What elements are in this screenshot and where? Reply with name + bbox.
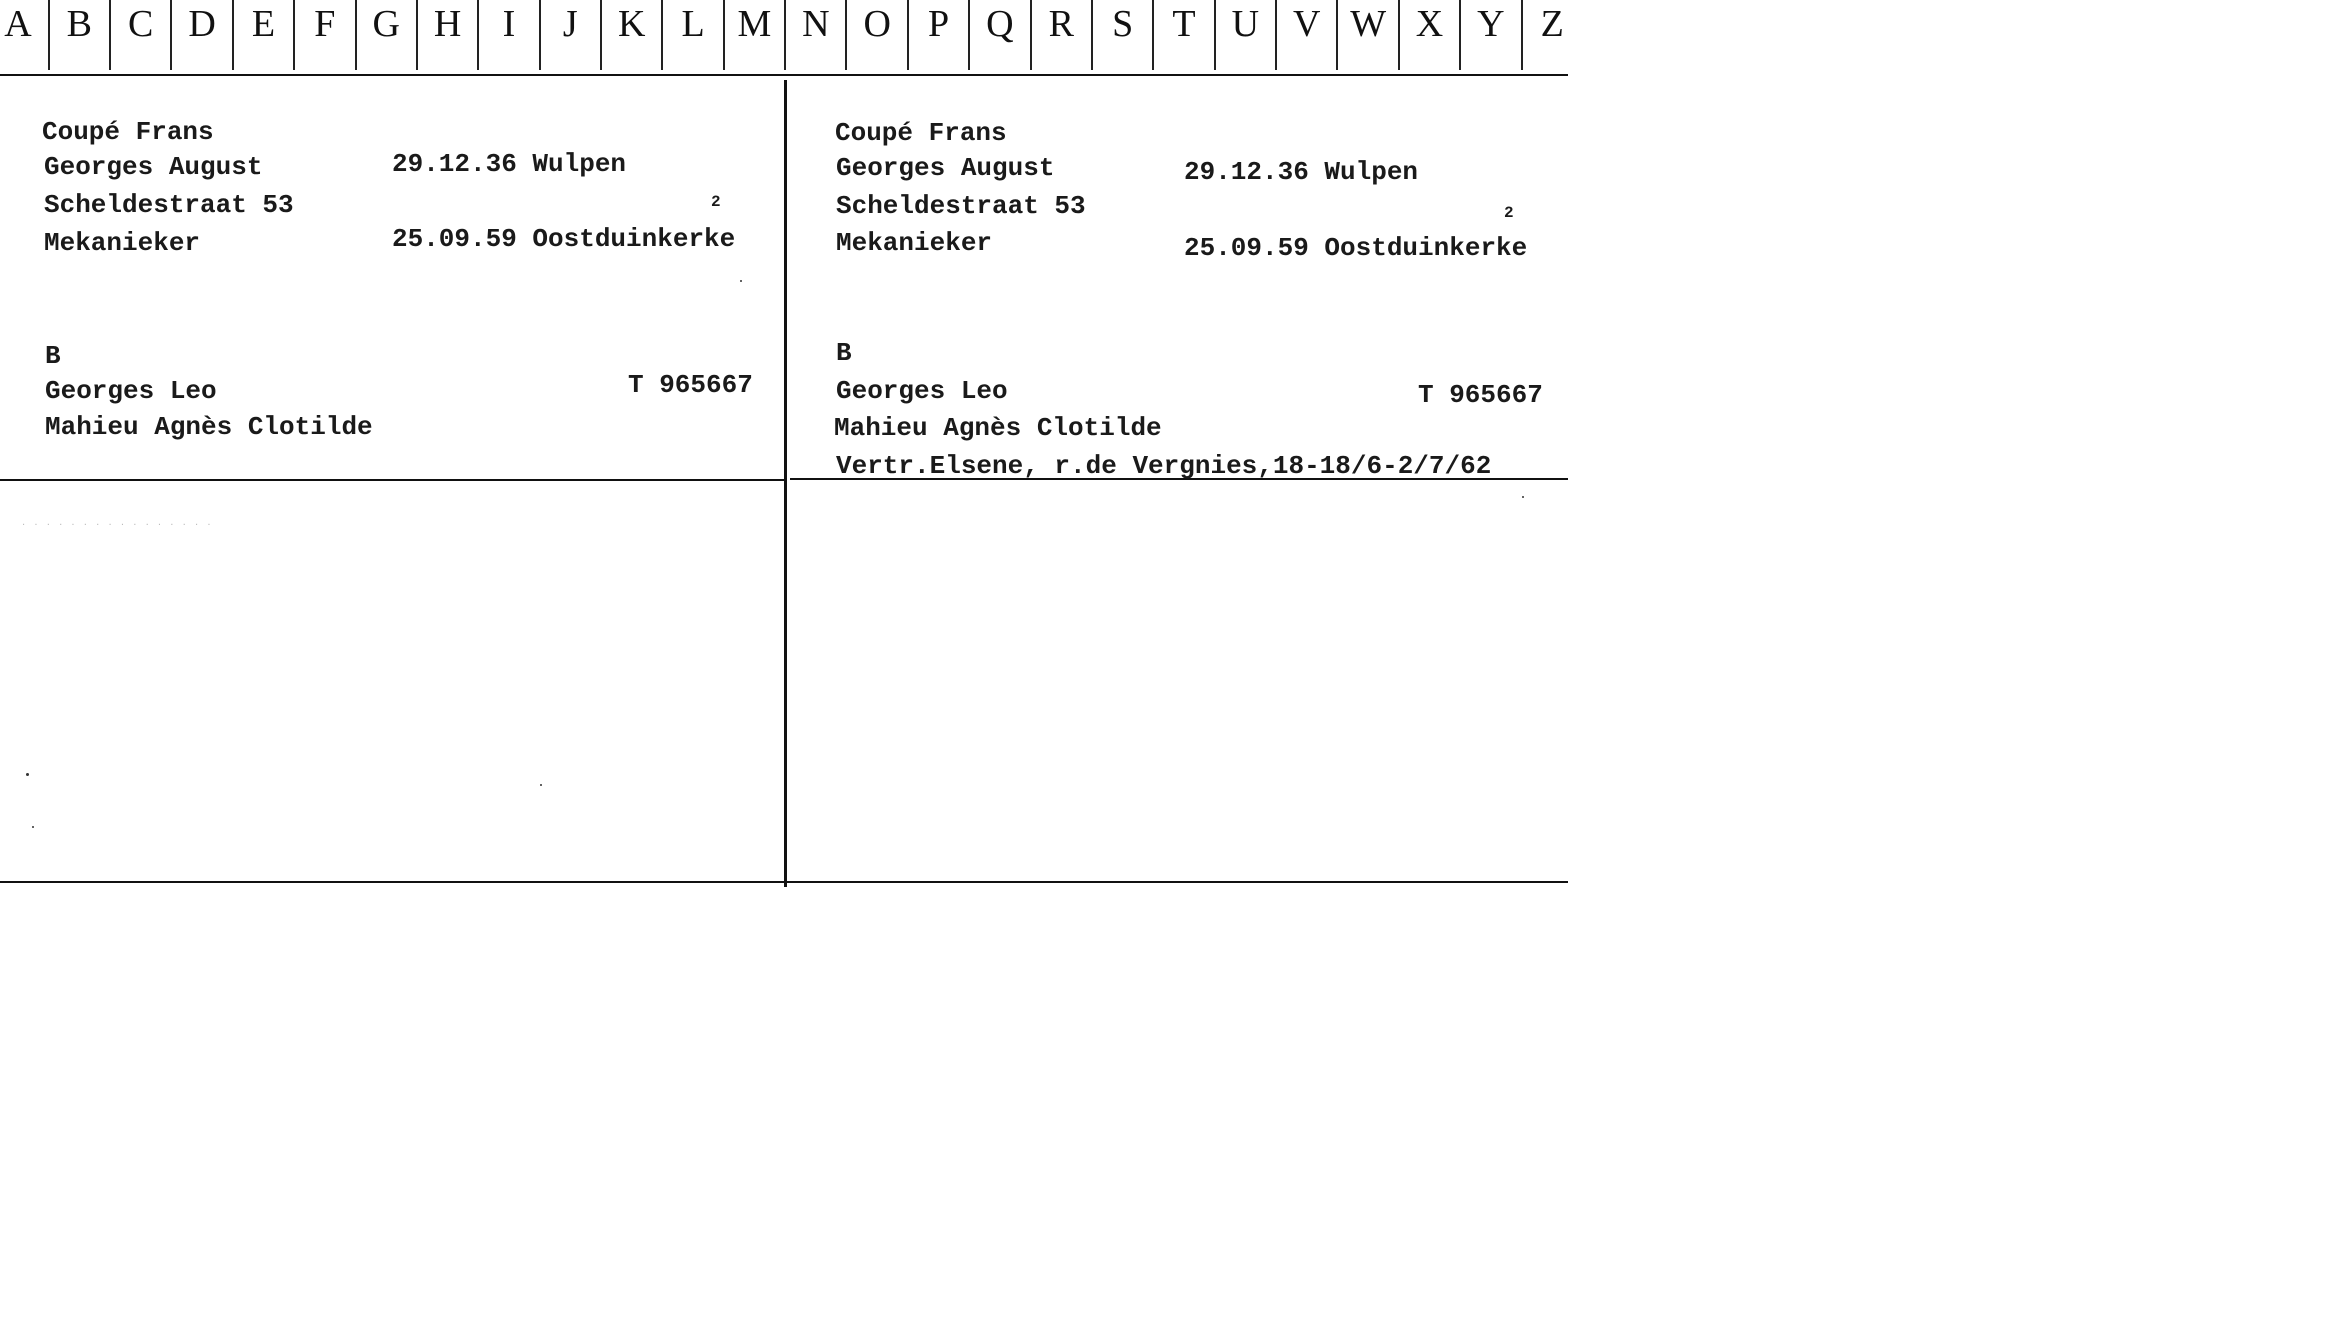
index-letter-e: E [251,3,276,45]
scan-speck [1522,496,1524,498]
index-letter-n: N [802,3,830,45]
index-letter-g: G [372,3,400,45]
birth-date-place: 29.12.36 Wulpen [392,149,627,179]
address: Scheldestraat 53 [44,190,294,220]
index-letter-x: X [1415,3,1444,45]
profession: Mekanieker [836,228,993,258]
birth-date-place: 29.12.36 Wulpen [1184,157,1419,187]
reference-number: T 965667 [1418,380,1543,410]
index-letter-q: Q [986,3,1014,45]
index-letter-u: U [1231,3,1260,45]
profession: Mekanieker [44,228,201,258]
index-letter-v: V [1293,3,1321,45]
address: Scheldestraat 53 [836,191,1086,221]
given-names: Georges August [44,152,263,182]
departure-note: Vertr.Elsene, r.de Vergnies,18-18/6-2/7/62 [836,451,1492,481]
scan-noise: · · · · · · · · · · · · · · · · [22,520,214,531]
index-letter-h: H [433,3,462,45]
event-date-place: 25.09.59 Oostduinkerke [1184,233,1528,263]
index-letter-b: B [66,3,93,45]
index-letter-i: I [502,3,516,45]
index-letter-o: O [863,3,891,45]
alphabet-index-strip [0,0,1568,50]
index-letter-p: P [927,3,950,45]
event-date-place: 25.09.59 Oostduinkerke [392,224,736,254]
scan-speck [32,826,34,828]
mother-name: Mahieu Agnès Clotilde [834,413,1162,443]
reference-number: T 965667 [628,370,753,400]
index-letter-m: M [737,3,772,45]
code: B [836,338,852,368]
index-letter-j: J [562,3,578,45]
index-letter-r: R [1048,3,1074,45]
surname: Coupé Frans [42,117,214,147]
parent-name: Georges Leo [45,376,217,406]
index-letter-f: F [314,3,336,45]
index-card-scan [0,0,1568,887]
top-rule [0,74,1568,76]
scan-speck [540,784,542,786]
card-divider [784,80,787,887]
marker: 2 [711,193,721,211]
scan-speck [26,773,29,776]
index-letter-d: D [188,3,216,45]
index-letter-t: T [1172,3,1196,45]
index-letter-a: A [4,3,32,45]
index-letter-l: L [681,3,705,45]
index-letter-w: W [1350,3,1387,45]
index-letter-y: Y [1477,3,1505,45]
index-letter-z: Z [1540,3,1564,45]
index-letter-c: C [128,3,154,45]
parent-name: Georges Leo [836,376,1008,406]
mother-name: Mahieu Agnès Clotilde [45,412,373,442]
given-names: Georges August [836,153,1055,183]
left-card-bottom-rule [0,479,786,481]
scan-speck [740,280,742,282]
marker: 2 [1504,204,1514,222]
surname: Coupé Frans [835,118,1007,148]
code: B [45,341,61,371]
index-letter-k: K [617,3,646,45]
index-letter-s: S [1112,3,1134,45]
